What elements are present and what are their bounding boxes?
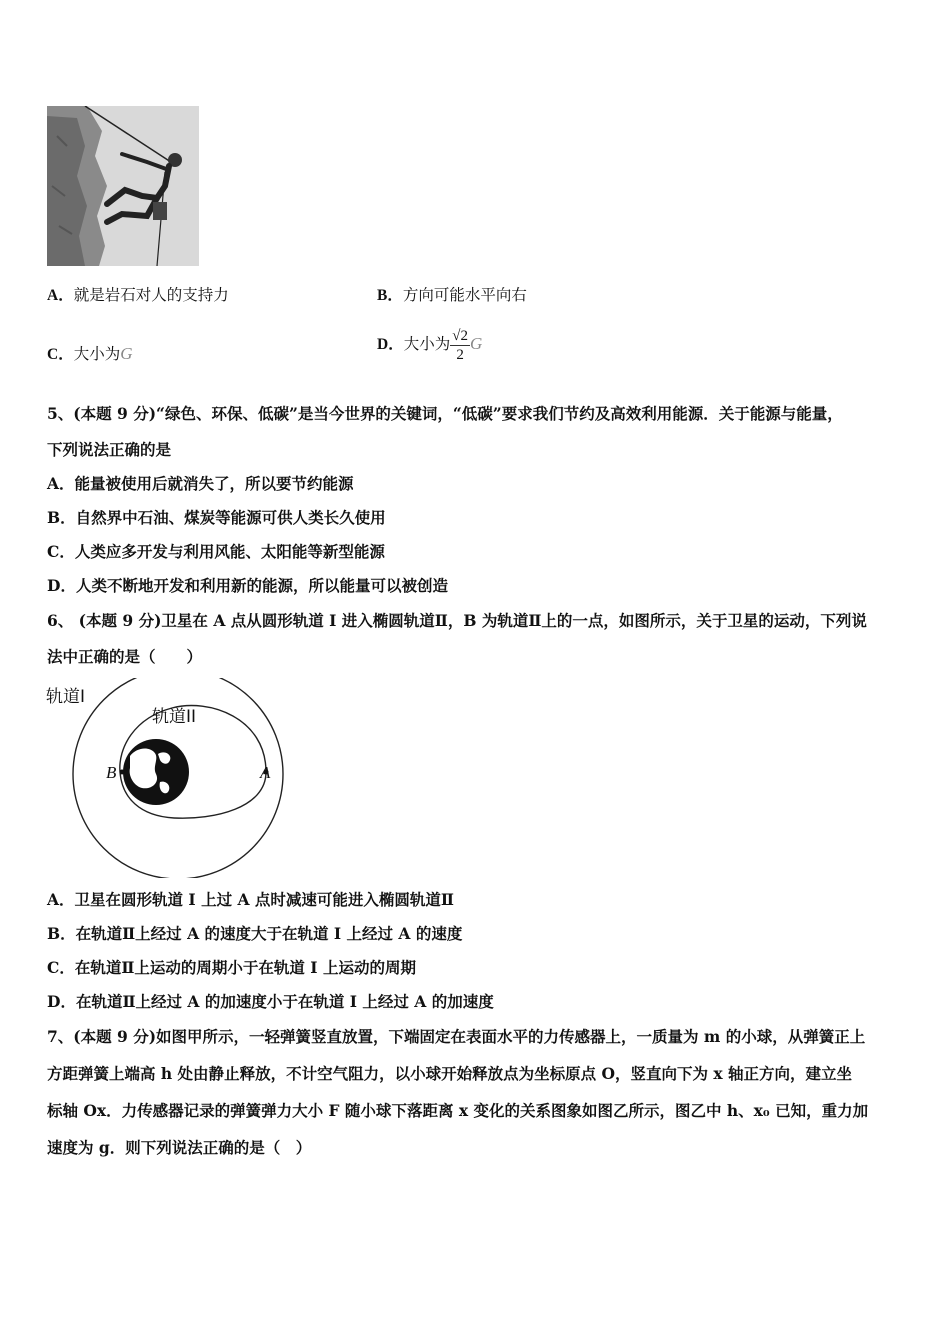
option-text: 方向可能水平向右 (402, 286, 527, 304)
option-letter: D． (47, 992, 76, 1011)
option-text: 在轨道Ⅱ上经过 A 的速度大于在轨道 I 上经过 A 的速度 (75, 924, 463, 943)
q5-option-d (47, 576, 448, 596)
option-text: 就是岩石对人的支持力 (73, 286, 229, 304)
q5-option-c (47, 542, 385, 562)
q5-stem-line2: 下列说法正确的是 (47, 440, 172, 459)
point-b-dot (120, 770, 125, 775)
fraction (450, 327, 470, 364)
orbit-diagram (44, 678, 304, 878)
option-text: 卫星在圆形轨道 I 上过 A 点时减速可能进入椭圆轨道Ⅱ (74, 890, 454, 909)
option-letter: C． (47, 346, 74, 363)
rock-climber-photo (47, 106, 199, 266)
option-letter: B． (47, 508, 76, 527)
q6-option-d (47, 992, 494, 1012)
q7-line-4: 速度为 g．则下列说法正确的是（ ） (47, 1138, 312, 1157)
q7-line-3: 标轴 Ox．力传感器记录的弹簧弹力大小 F 随小球下落距离 x 变化的关系图象如图乙所示，图乙中 h、x₀ 已知，重力加 (47, 1101, 869, 1120)
option-letter: C． (47, 542, 75, 561)
q6-stem-line2: 法中正确的是（ ） (47, 647, 203, 666)
q6-option-c (47, 958, 416, 978)
option-text: 在轨道Ⅱ上运动的周期小于在轨道 I 上运动的周期 (74, 958, 416, 977)
option-letter: B． (377, 287, 403, 304)
point-b-label: B (106, 763, 117, 782)
q5-option-b (47, 508, 386, 528)
option-letter: A． (47, 287, 74, 304)
option-letter: A． (47, 474, 75, 493)
q4-option-d (377, 322, 482, 367)
point-a-label: A (260, 763, 271, 782)
q5-stem-line1: 5、(本题 9 分)“绿色、环保、低碳”是当今世界的关键词，“低碳”要求我们节约及高效利用能源．关于能源与能量， (47, 404, 843, 423)
math-g: G (469, 334, 483, 353)
option-text: 自然界中石油、煤炭等能源可供人类长久使用 (75, 508, 386, 527)
option-text: 人类不断地开发和利用新的能源，所以能量可以被创造 (75, 576, 448, 595)
fraction-numerator: √2 (452, 327, 468, 344)
option-letter: C． (47, 958, 75, 977)
q4-option-a (47, 285, 229, 306)
fraction-denominator: 2 (456, 346, 464, 363)
option-letter: A． (47, 890, 75, 909)
option-text: 大小为 (403, 335, 451, 353)
q4-option-c (47, 344, 133, 365)
option-letter: D． (377, 336, 404, 353)
q6-option-b (47, 924, 462, 944)
option-text: 在轨道Ⅱ上经过 A 的加速度小于在轨道 I 上经过 A 的加速度 (75, 992, 494, 1011)
option-letter: B． (47, 924, 76, 943)
math-g: G (120, 344, 133, 363)
orbit2-label: 轨道II (152, 707, 197, 727)
option-text: 人类应多开发与利用风能、太阳能等新型能源 (74, 542, 385, 561)
q7-line-2: 方距弹簧上端高 h 处由静止释放，不计空气阻力，以小球开始释放点为坐标原点 O，竖直向下为 x 轴正方向，建立坐 (47, 1064, 852, 1083)
option-text: 大小为 (73, 345, 121, 363)
q5-option-a (47, 474, 354, 494)
q7-line-1: 7、(本题 9 分)如图甲所示，一轻弹簧竖直放置，下端固定在表面水平的力传感器上，一质量为 m 的小球，从弹簧正上 (47, 1027, 866, 1046)
q6-option-a (47, 890, 454, 910)
q4-option-b (377, 285, 527, 306)
q6-stem-line1: 6、 (本题 9 分)卫星在 A 点从圆形轨道 I 进入椭圆轨道Ⅱ，B 为轨道Ⅱ上的一点，如图所示，关于卫星的运动，下列说 (47, 611, 867, 630)
option-letter: D． (47, 576, 76, 595)
option-text: 能量被使用后就消失了，所以要节约能源 (74, 474, 354, 493)
orbit1-label: 轨道I (46, 687, 86, 707)
